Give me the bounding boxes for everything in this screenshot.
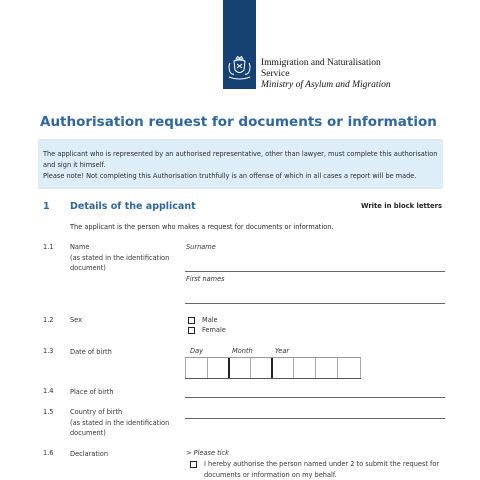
- male-checkbox[interactable]: [188, 317, 195, 324]
- name-label: [70, 242, 169, 274]
- org-line-2: Service: [261, 69, 290, 79]
- first-names-hint: First names: [186, 275, 225, 283]
- dob-day-month-separator: [228, 358, 230, 378]
- dob-label: Date of birth: [70, 348, 112, 356]
- logo-band: [223, 0, 256, 89]
- dob-cell-divider: [337, 358, 338, 378]
- declaration-text-line-1: I hereby authorise the person named under 2 to submit the request for: [204, 460, 440, 468]
- declaration-text-line-2: documents or information on my behalf.: [204, 470, 337, 479]
- male-label: Male: [202, 316, 218, 324]
- block-letters-note: Write in block letters: [360, 202, 442, 210]
- declaration-checkbox[interactable]: [190, 461, 197, 468]
- field-number-1-6: 1.6: [43, 449, 54, 457]
- org-line-1: Immigration and Naturalisation: [261, 58, 381, 68]
- pob-label: Place of birth: [70, 388, 114, 396]
- section-intro: The applicant is the person who makes a request for documents or information.: [70, 223, 334, 231]
- country-of-birth-field[interactable]: [185, 418, 445, 419]
- field-number-1-5: 1.5: [43, 408, 54, 416]
- cob-label: [70, 407, 169, 439]
- dob-cell-divider: [250, 358, 251, 378]
- section-number: 1: [43, 201, 50, 212]
- please-tick-hint: > Please tick: [186, 449, 229, 457]
- dob-input-boxes[interactable]: [185, 357, 361, 379]
- organisation-name: [261, 58, 391, 91]
- cob-label-line-2: (as stated in the identification: [70, 418, 170, 427]
- name-label-line-2: (as stated in the identification: [70, 253, 170, 262]
- dob-cell-divider: [185, 358, 186, 378]
- declaration-label: Declaration: [70, 450, 109, 458]
- sex-label: Sex: [70, 316, 83, 324]
- field-number-1-3: 1.3: [43, 347, 54, 355]
- dob-cell-divider: [315, 358, 316, 378]
- dob-cell-divider: [293, 358, 294, 378]
- dob-month-header: Month: [232, 347, 253, 355]
- declaration-text: [204, 459, 439, 480]
- female-label: Female: [202, 326, 226, 334]
- surname-field[interactable]: [185, 271, 445, 272]
- notice-line-1: The applicant who is represented by an authorised representative, other than lawyer, must complete this authorisation: [43, 150, 438, 158]
- royal-coat-of-arms-icon: [226, 55, 253, 83]
- notice-box: [38, 139, 443, 189]
- field-number-1-1: 1.1: [43, 243, 54, 251]
- female-checkbox[interactable]: [188, 327, 195, 334]
- first-names-field[interactable]: [185, 303, 445, 304]
- notice-line-2: and sign it himself.: [43, 161, 106, 169]
- org-line-3: Ministry of Asylum and Migration: [261, 80, 391, 90]
- document-title: Authorisation request for documents or information: [40, 114, 437, 130]
- cob-label-line-3: document): [70, 429, 106, 437]
- dob-year-header: Year: [275, 347, 290, 355]
- dob-day-header: Day: [190, 347, 204, 355]
- surname-hint: Surname: [186, 243, 216, 251]
- place-of-birth-field[interactable]: [185, 397, 445, 398]
- dob-cell-divider: [207, 358, 208, 378]
- section-title: Details of the applicant: [70, 201, 196, 212]
- name-label-line-1: Name: [70, 243, 90, 251]
- field-number-1-4: 1.4: [43, 387, 54, 395]
- name-label-line-3: document): [70, 264, 106, 272]
- dob-month-year-separator: [271, 358, 273, 378]
- dob-cell-divider: [360, 358, 361, 378]
- notice-line-3: Please note! Not completing this Authorisation truthfully is an offense of which in all cases a report will be made.: [43, 172, 417, 180]
- cob-label-line-1: Country of birth: [70, 408, 123, 416]
- field-number-1-2: 1.2: [43, 316, 54, 324]
